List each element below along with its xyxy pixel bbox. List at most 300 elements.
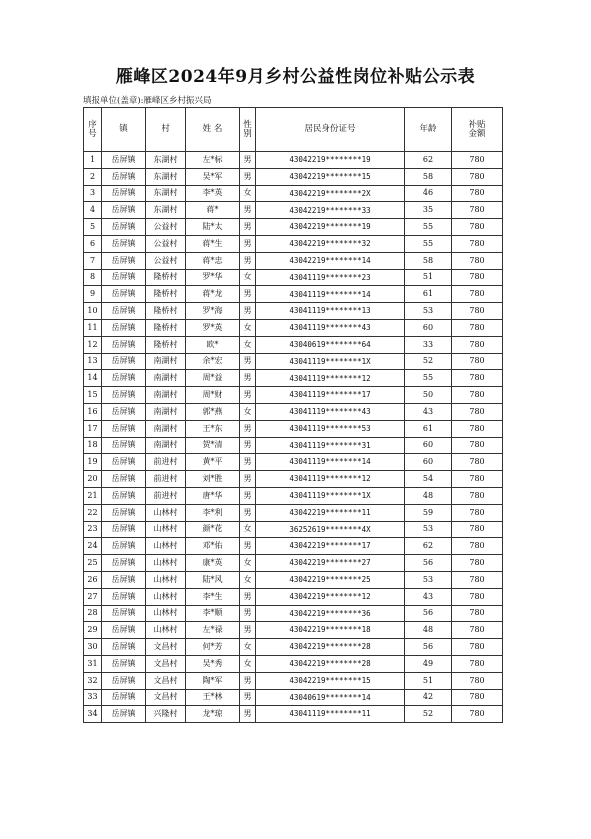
cell-village: 前进村: [146, 471, 186, 488]
table-row: [84, 252, 503, 269]
cell-age: 60: [405, 437, 452, 454]
cell-amount: 780: [452, 353, 503, 370]
cell-name: 欧*: [186, 336, 240, 353]
cell-town: 岳屏镇: [102, 639, 146, 656]
cell-town: 岳屏镇: [102, 303, 146, 320]
cell-gender: 男: [240, 202, 256, 219]
cell-age: 59: [405, 504, 452, 521]
cell-town: 岳屏镇: [102, 235, 146, 252]
table-row: [84, 286, 503, 303]
cell-amount: 780: [452, 706, 503, 723]
table-row: [84, 622, 503, 639]
cell-no: 10: [84, 303, 102, 320]
cell-name: 贺*清: [186, 437, 240, 454]
cell-gender: 男: [240, 370, 256, 387]
table-row: [84, 303, 503, 320]
cell-village: 南湖村: [146, 370, 186, 387]
cell-no: 14: [84, 370, 102, 387]
cell-name: 郭*燕: [186, 403, 240, 420]
cell-amount: 780: [452, 219, 503, 236]
cell-amount: 780: [452, 504, 503, 521]
cell-village: 文昌村: [146, 672, 186, 689]
cell-name: 周*财: [186, 387, 240, 404]
cell-town: 岳屏镇: [102, 454, 146, 471]
cell-village: 东湖村: [146, 168, 186, 185]
cell-id: 43042219********28: [256, 655, 405, 672]
cell-id: 43041119********31: [256, 437, 405, 454]
cell-name: 蒋*忠: [186, 252, 240, 269]
cell-gender: 男: [240, 252, 256, 269]
cell-amount: 780: [452, 672, 503, 689]
cell-village: 山林村: [146, 622, 186, 639]
cell-age: 54: [405, 471, 452, 488]
table-row: [84, 605, 503, 622]
cell-id: 43041119********1X: [256, 487, 405, 504]
cell-gender: 男: [240, 437, 256, 454]
cell-age: 53: [405, 521, 452, 538]
cell-name: 蒋*: [186, 202, 240, 219]
cell-name: 龙*琼: [186, 706, 240, 723]
table-row: [84, 487, 503, 504]
cell-amount: 780: [452, 185, 503, 202]
cell-no: 1: [84, 152, 102, 169]
cell-id: 43042219********36: [256, 605, 405, 622]
header-name: 姓 名: [186, 108, 240, 152]
cell-gender: 男: [240, 689, 256, 706]
table-row: [84, 420, 503, 437]
cell-amount: 780: [452, 605, 503, 622]
cell-town: 岳屏镇: [102, 655, 146, 672]
table-row: [84, 504, 503, 521]
cell-no: 28: [84, 605, 102, 622]
cell-town: 岳屏镇: [102, 202, 146, 219]
cell-gender: 女: [240, 336, 256, 353]
cell-id: 43042219********33: [256, 202, 405, 219]
cell-no: 13: [84, 353, 102, 370]
cell-town: 岳屏镇: [102, 555, 146, 572]
cell-village: 南湖村: [146, 420, 186, 437]
cell-amount: 780: [452, 387, 503, 404]
cell-gender: 女: [240, 319, 256, 336]
cell-name: 王*东: [186, 420, 240, 437]
cell-gender: 女: [240, 571, 256, 588]
cell-amount: 780: [452, 521, 503, 538]
cell-age: 60: [405, 319, 452, 336]
cell-age: 33: [405, 336, 452, 353]
cell-id: 36252619********4X: [256, 521, 405, 538]
cell-village: 文昌村: [146, 639, 186, 656]
cell-name: 罗*英: [186, 319, 240, 336]
cell-town: 岳屏镇: [102, 370, 146, 387]
cell-town: 岳屏镇: [102, 252, 146, 269]
cell-gender: 女: [240, 639, 256, 656]
table-row: [84, 588, 503, 605]
cell-name: 李*生: [186, 588, 240, 605]
cell-village: 隆桥村: [146, 336, 186, 353]
cell-age: 62: [405, 152, 452, 169]
cell-village: 东湖村: [146, 202, 186, 219]
cell-no: 5: [84, 219, 102, 236]
cell-id: 43042219********17: [256, 538, 405, 555]
cell-village: 公益村: [146, 219, 186, 236]
cell-age: 52: [405, 706, 452, 723]
cell-age: 50: [405, 387, 452, 404]
cell-id: 43042219********15: [256, 672, 405, 689]
table-row: [84, 672, 503, 689]
cell-no: 34: [84, 706, 102, 723]
cell-name: 何*芳: [186, 639, 240, 656]
cell-amount: 780: [452, 471, 503, 488]
cell-amount: 780: [452, 639, 503, 656]
header-gender: 性 别: [240, 108, 256, 152]
cell-amount: 780: [452, 286, 503, 303]
cell-no: 4: [84, 202, 102, 219]
cell-town: 岳屏镇: [102, 487, 146, 504]
cell-amount: 780: [452, 269, 503, 286]
cell-name: 陆*太: [186, 219, 240, 236]
cell-name: 康*英: [186, 555, 240, 572]
cell-name: 邓*佑: [186, 538, 240, 555]
subsidy-table: [83, 107, 503, 723]
cell-amount: 780: [452, 655, 503, 672]
cell-id: 43042219********32: [256, 235, 405, 252]
header-no: 序 号: [84, 108, 102, 152]
cell-town: 岳屏镇: [102, 269, 146, 286]
cell-amount: 780: [452, 168, 503, 185]
cell-id: 43042219********18: [256, 622, 405, 639]
cell-id: 43042219********28: [256, 639, 405, 656]
cell-amount: 780: [452, 538, 503, 555]
cell-age: 56: [405, 639, 452, 656]
cell-town: 岳屏镇: [102, 336, 146, 353]
cell-no: 30: [84, 639, 102, 656]
cell-age: 55: [405, 219, 452, 236]
cell-name: 李*英: [186, 185, 240, 202]
cell-village: 东湖村: [146, 152, 186, 169]
cell-name: 左*标: [186, 152, 240, 169]
cell-age: 56: [405, 605, 452, 622]
cell-no: 9: [84, 286, 102, 303]
cell-age: 61: [405, 286, 452, 303]
cell-village: 兴隆村: [146, 706, 186, 723]
cell-town: 岳屏镇: [102, 521, 146, 538]
table-row: [84, 235, 503, 252]
cell-age: 42: [405, 689, 452, 706]
cell-village: 前进村: [146, 487, 186, 504]
cell-gender: 男: [240, 706, 256, 723]
cell-name: 吴*秀: [186, 655, 240, 672]
cell-amount: 780: [452, 420, 503, 437]
cell-id: 43041119********43: [256, 319, 405, 336]
cell-gender: 女: [240, 521, 256, 538]
table-row: [84, 403, 503, 420]
cell-id: 43042219********27: [256, 555, 405, 572]
cell-village: 山林村: [146, 504, 186, 521]
cell-id: 43041119********17: [256, 387, 405, 404]
cell-amount: 780: [452, 152, 503, 169]
table-row: [84, 521, 503, 538]
cell-gender: 男: [240, 420, 256, 437]
cell-id: 43040619********64: [256, 336, 405, 353]
cell-village: 公益村: [146, 235, 186, 252]
cell-no: 33: [84, 689, 102, 706]
cell-name: 唐*华: [186, 487, 240, 504]
cell-age: 43: [405, 588, 452, 605]
cell-amount: 780: [452, 235, 503, 252]
cell-name: 罗*海: [186, 303, 240, 320]
cell-no: 29: [84, 622, 102, 639]
cell-name: 周*益: [186, 370, 240, 387]
cell-amount: 780: [452, 454, 503, 471]
cell-id: 43042219********19: [256, 152, 405, 169]
cell-town: 岳屏镇: [102, 605, 146, 622]
cell-age: 58: [405, 252, 452, 269]
cell-no: 23: [84, 521, 102, 538]
cell-no: 12: [84, 336, 102, 353]
table-row: [84, 353, 503, 370]
cell-id: 43042219********11: [256, 504, 405, 521]
table-row: [84, 471, 503, 488]
cell-town: 岳屏镇: [102, 185, 146, 202]
cell-no: 3: [84, 185, 102, 202]
cell-amount: 780: [452, 487, 503, 504]
table-row: [84, 437, 503, 454]
header-town: 镇: [102, 108, 146, 152]
cell-village: 山林村: [146, 555, 186, 572]
cell-age: 43: [405, 403, 452, 420]
cell-amount: 780: [452, 571, 503, 588]
cell-village: 山林村: [146, 571, 186, 588]
cell-amount: 780: [452, 336, 503, 353]
cell-id: 43041119********1X: [256, 353, 405, 370]
cell-town: 岳屏镇: [102, 672, 146, 689]
cell-no: 20: [84, 471, 102, 488]
cell-village: 隆桥村: [146, 303, 186, 320]
cell-age: 51: [405, 672, 452, 689]
table-row: [84, 319, 503, 336]
cell-name: 蒋*龙: [186, 286, 240, 303]
cell-gender: 男: [240, 588, 256, 605]
cell-name: 黄*平: [186, 454, 240, 471]
cell-gender: 女: [240, 655, 256, 672]
cell-amount: 780: [452, 689, 503, 706]
cell-amount: 780: [452, 403, 503, 420]
reporting-unit: 填报单位(盖章):雁峰区乡村振兴局: [83, 96, 212, 106]
cell-no: 15: [84, 387, 102, 404]
cell-gender: 女: [240, 269, 256, 286]
table-row: [84, 152, 503, 169]
cell-village: 山林村: [146, 521, 186, 538]
cell-amount: 780: [452, 437, 503, 454]
table-row: [84, 571, 503, 588]
cell-no: 27: [84, 588, 102, 605]
cell-gender: 男: [240, 454, 256, 471]
cell-amount: 780: [452, 319, 503, 336]
cell-no: 11: [84, 319, 102, 336]
cell-gender: 男: [240, 152, 256, 169]
cell-name: 陶*军: [186, 672, 240, 689]
cell-age: 60: [405, 454, 452, 471]
cell-town: 岳屏镇: [102, 571, 146, 588]
cell-village: 山林村: [146, 605, 186, 622]
cell-age: 48: [405, 622, 452, 639]
cell-id: 43042219********12: [256, 588, 405, 605]
cell-name: 余*宏: [186, 353, 240, 370]
cell-gender: 男: [240, 286, 256, 303]
cell-amount: 780: [452, 622, 503, 639]
cell-no: 31: [84, 655, 102, 672]
header-village: 村: [146, 108, 186, 152]
header-age: 年龄: [405, 108, 452, 152]
cell-gender: 男: [240, 504, 256, 521]
table-row: [84, 454, 503, 471]
cell-village: 南湖村: [146, 387, 186, 404]
cell-id: 43040619********14: [256, 689, 405, 706]
cell-age: 53: [405, 571, 452, 588]
table-row: [84, 706, 503, 723]
cell-town: 岳屏镇: [102, 471, 146, 488]
cell-village: 隆桥村: [146, 286, 186, 303]
cell-age: 56: [405, 555, 452, 572]
cell-town: 岳屏镇: [102, 168, 146, 185]
table-row: [84, 555, 503, 572]
cell-town: 岳屏镇: [102, 689, 146, 706]
cell-id: 43042219********19: [256, 219, 405, 236]
header-amount: 补贴 金额: [452, 108, 503, 152]
cell-gender: 男: [240, 471, 256, 488]
cell-gender: 女: [240, 403, 256, 420]
cell-age: 35: [405, 202, 452, 219]
cell-age: 55: [405, 370, 452, 387]
cell-id: 43041119********23: [256, 269, 405, 286]
cell-id: 43041119********43: [256, 403, 405, 420]
cell-no: 22: [84, 504, 102, 521]
cell-village: 隆桥村: [146, 319, 186, 336]
cell-village: 文昌村: [146, 655, 186, 672]
cell-no: 25: [84, 555, 102, 572]
cell-name: 蒋*生: [186, 235, 240, 252]
cell-village: 文昌村: [146, 689, 186, 706]
cell-village: 南湖村: [146, 437, 186, 454]
cell-id: 43041119********13: [256, 303, 405, 320]
cell-village: 公益村: [146, 252, 186, 269]
cell-town: 岳屏镇: [102, 353, 146, 370]
cell-gender: 女: [240, 555, 256, 572]
cell-amount: 780: [452, 202, 503, 219]
table-row: [84, 185, 503, 202]
cell-town: 岳屏镇: [102, 622, 146, 639]
table-row: [84, 168, 503, 185]
cell-village: 山林村: [146, 538, 186, 555]
cell-no: 32: [84, 672, 102, 689]
cell-age: 52: [405, 353, 452, 370]
cell-gender: 男: [240, 219, 256, 236]
cell-village: 南湖村: [146, 353, 186, 370]
cell-village: 山林村: [146, 588, 186, 605]
cell-age: 55: [405, 235, 452, 252]
cell-town: 岳屏镇: [102, 319, 146, 336]
cell-town: 岳屏镇: [102, 219, 146, 236]
cell-town: 岳屏镇: [102, 286, 146, 303]
cell-gender: 男: [240, 487, 256, 504]
cell-id: 43041119********11: [256, 706, 405, 723]
cell-gender: 女: [240, 185, 256, 202]
cell-gender: 男: [240, 387, 256, 404]
cell-name: 王*林: [186, 689, 240, 706]
cell-no: 7: [84, 252, 102, 269]
cell-age: 49: [405, 655, 452, 672]
cell-name: 李*利: [186, 504, 240, 521]
cell-town: 岳屏镇: [102, 538, 146, 555]
cell-age: 48: [405, 487, 452, 504]
cell-no: 17: [84, 420, 102, 437]
cell-town: 岳屏镇: [102, 437, 146, 454]
cell-no: 2: [84, 168, 102, 185]
cell-id: 43041119********12: [256, 471, 405, 488]
cell-amount: 780: [452, 588, 503, 605]
cell-name: 陆*风: [186, 571, 240, 588]
cell-no: 6: [84, 235, 102, 252]
page-title: 雁峰区2024年9月乡村公益性岗位补贴公示表: [115, 67, 476, 87]
cell-gender: 男: [240, 303, 256, 320]
cell-no: 24: [84, 538, 102, 555]
table-row: [84, 639, 503, 656]
cell-name: 颜*花: [186, 521, 240, 538]
cell-no: 19: [84, 454, 102, 471]
table-row: [84, 689, 503, 706]
cell-gender: 男: [240, 538, 256, 555]
cell-id: 43041119********12: [256, 370, 405, 387]
cell-name: 左*禄: [186, 622, 240, 639]
cell-town: 岳屏镇: [102, 387, 146, 404]
cell-no: 21: [84, 487, 102, 504]
cell-id: 43041119********14: [256, 286, 405, 303]
cell-town: 岳屏镇: [102, 706, 146, 723]
cell-village: 南湖村: [146, 403, 186, 420]
cell-age: 62: [405, 538, 452, 555]
cell-id: 43042219********14: [256, 252, 405, 269]
cell-gender: 男: [240, 605, 256, 622]
cell-id: 43042219********25: [256, 571, 405, 588]
cell-no: 8: [84, 269, 102, 286]
cell-town: 岳屏镇: [102, 588, 146, 605]
cell-town: 岳屏镇: [102, 403, 146, 420]
cell-name: 李*顺: [186, 605, 240, 622]
cell-gender: 男: [240, 622, 256, 639]
cell-no: 26: [84, 571, 102, 588]
table-row: [84, 538, 503, 555]
table-row: [84, 655, 503, 672]
table-row: [84, 219, 503, 236]
cell-id: 43042219********2X: [256, 185, 405, 202]
cell-amount: 780: [452, 303, 503, 320]
cell-amount: 780: [452, 370, 503, 387]
cell-amount: 780: [452, 252, 503, 269]
table-row: [84, 370, 503, 387]
cell-no: 18: [84, 437, 102, 454]
cell-town: 岳屏镇: [102, 504, 146, 521]
cell-name: 罗*华: [186, 269, 240, 286]
table-row: [84, 202, 503, 219]
cell-id: 43041119********14: [256, 454, 405, 471]
cell-name: 刘*胜: [186, 471, 240, 488]
cell-name: 吴*军: [186, 168, 240, 185]
cell-age: 51: [405, 269, 452, 286]
cell-age: 46: [405, 185, 452, 202]
header-id: 居民身份证号: [256, 108, 405, 152]
cell-village: 东湖村: [146, 185, 186, 202]
cell-village: 隆桥村: [146, 269, 186, 286]
